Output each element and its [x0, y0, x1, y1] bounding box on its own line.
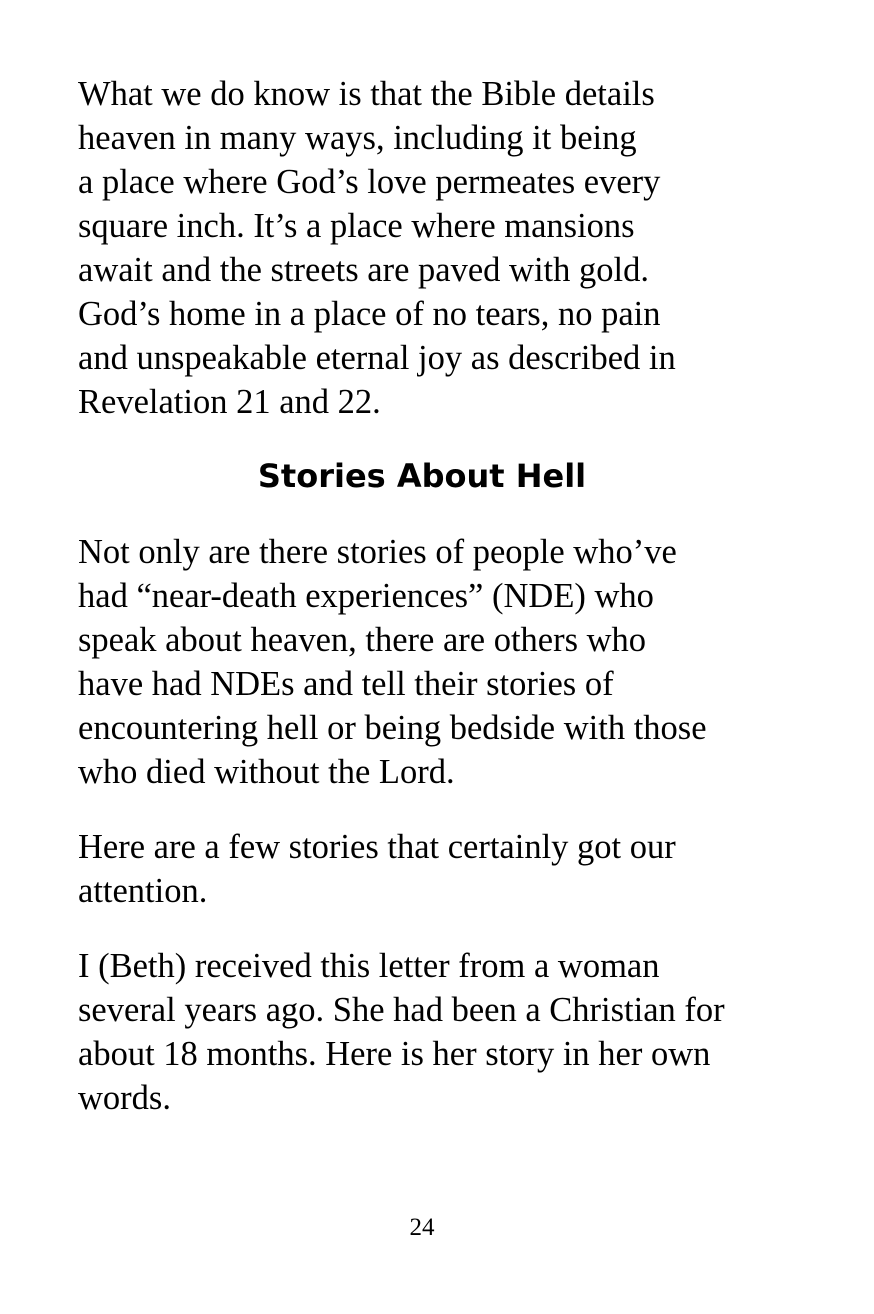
text-line: who died without the Lord.: [78, 753, 455, 791]
text-line: What we do know is that the Bible details: [78, 75, 655, 113]
text-line: square inch. It’s a place where mansions: [78, 207, 635, 245]
paragraph-nde-stories: [78, 530, 798, 794]
text-line: had “near-death experiences” (NDE) who: [78, 577, 654, 615]
text-line: a place where God’s love permeates every: [78, 163, 661, 201]
text-line: heaven in many ways, including it being: [78, 119, 637, 157]
text-line: await and the streets are paved with gold.: [78, 251, 649, 289]
text-line: have had NDEs and tell their stories of: [78, 665, 614, 703]
text-line: encountering hell or being bedside with those: [78, 709, 707, 747]
text-line: I (Beth) received this letter from a woman: [78, 947, 660, 985]
paragraph-few-stories: [78, 825, 798, 913]
paragraph-heaven-description: [78, 72, 798, 424]
text-line: words.: [78, 1079, 171, 1117]
text-line: speak about heaven, there are others who: [78, 621, 647, 659]
text-line: and unspeakable eternal joy as described in: [78, 339, 676, 377]
page-number: 24: [409, 1214, 435, 1241]
text-line: Not only are there stories of people who’ve: [78, 533, 677, 571]
section-heading: Stories About Hell: [257, 457, 587, 495]
text-line: attention.: [78, 872, 208, 910]
text-line: Here are a few stories that certainly got our: [78, 828, 676, 866]
text-line: God’s home in a place of no tears, no pain: [78, 295, 661, 333]
text-line: Revelation 21 and 22.: [78, 383, 381, 421]
text-line: several years ago. She had been a Christian for: [78, 991, 725, 1029]
paragraph-beth-letter: [78, 944, 798, 1120]
text-line: about 18 months. Here is her story in her own: [78, 1035, 711, 1073]
